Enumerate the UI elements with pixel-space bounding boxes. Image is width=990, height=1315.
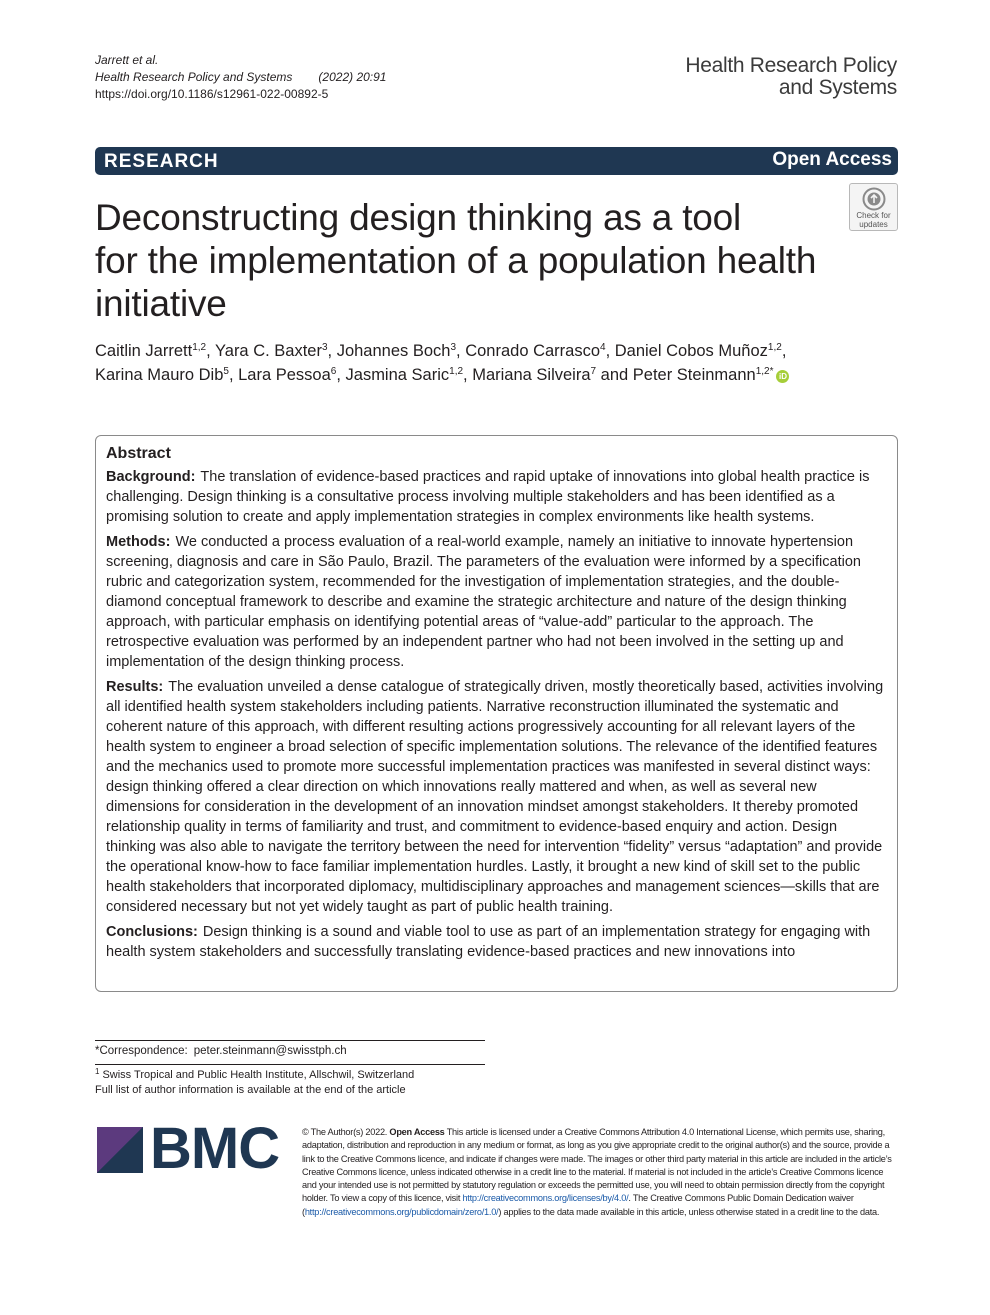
abstract-box (95, 435, 898, 992)
bmc-logo-icon (97, 1127, 143, 1173)
correspondence-label: *Correspondence: (95, 1045, 188, 1057)
license-open-access: Open Access (389, 1127, 445, 1137)
abstract-methods (106, 532, 887, 672)
license-body-3: ) applies to the data made available in this article, unless otherwise stated in a credit line to the data. (498, 1206, 880, 1217)
title-line-1: Deconstructing design thinking as a tool (95, 197, 742, 238)
copyright: © The Author(s) 2022. (302, 1127, 388, 1137)
abstract-heading: Abstract (106, 445, 171, 462)
author-affiliation: 7 (590, 366, 597, 377)
orcid-icon[interactable]: iD (776, 370, 789, 383)
author-affiliation: 5 (223, 366, 229, 377)
author-affiliation: 4 (600, 342, 606, 353)
author-separator: , (336, 366, 346, 384)
results-text: The evaluation unveiled a dense catalogue of strategically driven, mostly theoretically based, activities involving all identified health system stakeholders including patients. Narrative reconstruction illuminated the systematic and coherent nature of this approach, with different resulting actions progressively accounting for all relevant layers of the health system to engineer a broad selection of specific implementation solutions. The relevance of the identified features and the mechanics used to promote more successful implementation practices was manifested in several distinct ways: design thinking offered a clear direction on which innovations really mattered and when, as well as several new dimensions for consideration in the development of an innovation mindset amongst stakeholders. It thereby promoted relationship quality in terms of familiarity and trust, and commitment to evidence-based enquiry and action. Design thinking was also able to navigate the territory between the need for intervention “fidelity” versus “adaptation” and provide the operational know-how to face familiar implementation hurdles. Lastly, it brought a new kind of skill set to the public health stakeholders that incorporated diplomacy, multidisciplinary approaches and management sciences—skills that are considered necessary but not yet widely taught as part of public health training. (106, 679, 884, 915)
cc-by-link[interactable]: http://creativecommons.org/licenses/by/4.0/ (462, 1193, 629, 1204)
author-separator: , (228, 366, 239, 384)
author-separator: , (605, 342, 615, 360)
author-name[interactable]: Johannes Boch (336, 342, 451, 360)
correspondence-email[interactable]: peter.steinmann@swisstph.ch (193, 1045, 347, 1057)
article-type-label: RESEARCH (104, 151, 219, 172)
author-separator: , (206, 342, 215, 360)
author-affiliation: 1,2 (449, 366, 464, 377)
author-affiliation: 6 (330, 366, 337, 377)
journal-citation (95, 69, 386, 86)
journal-logo (685, 55, 897, 99)
author-separator: , (327, 342, 337, 360)
journal-logo-line2: and Systems (778, 76, 897, 99)
authors-short: Jarrett et al. (95, 53, 159, 67)
background-label: Background: (106, 469, 196, 485)
author-affiliation: 1,2 (192, 342, 207, 353)
journal-name: Health Research Policy and Systems (95, 70, 293, 84)
check-updates-line1: Check for (856, 211, 891, 220)
background-text: The translation of evidence-based practices and rapid uptake of innovations into global health practice is challenging. Design thinking is a consultative process involving multiple stakeholders and has been identified as a promising solution to create and apply implementation strategies in complex environments like health systems. (106, 469, 870, 525)
author-info-note: Full list of author information is available at the end of the article (95, 1084, 406, 1096)
title-line-2: for the implementation of a population health (95, 240, 817, 281)
author-name[interactable]: Lara Pessoa (238, 366, 331, 384)
license-body-2: . The Creative Commons Public Domain Dedication waiver ( (302, 1193, 854, 1217)
article-title (95, 196, 875, 325)
license-text (302, 1126, 896, 1219)
author-affiliation: 3 (450, 342, 457, 353)
author-separator: , (781, 342, 787, 360)
author-name[interactable]: Peter Steinmann (632, 366, 756, 384)
doi-link[interactable]: https://doi.org/10.1186/s12961-022-00892-5 (95, 87, 329, 101)
author-name[interactable]: Karina Mauro Dib (95, 366, 224, 384)
open-access-label: Open Access (772, 149, 892, 170)
methods-label: Methods: (106, 534, 171, 550)
author-affiliation: 1,2* (755, 366, 774, 377)
publisher-logo: BMC (150, 1116, 280, 1181)
abstract-conclusions (106, 922, 887, 962)
author-name[interactable]: Daniel Cobos Muñoz (614, 342, 768, 360)
author-separator: , (463, 366, 473, 384)
license-body: This article is licensed under a Creative Commons Attribution 4.0 International License, which permits use, sharing, adaptation, distribution and reproduction in any medium or format, as long as you give appropriate credit to the original author(s) and the source, provide a link to the Creative Commons licence, and indicate if changes were made. The images or other third party material in this article are included in the article’s Creative Commons licence, unless indicated otherwise in a credit line to the material. If material is not included in the article’s Creative Commons licence and your intended use is not permitted by statutory regulation or exceeds the permitted use, you will need to obtain permission directly from the copyright holder. To view a copy of this licence, visit (302, 1127, 892, 1204)
volume-issue: (2022) 20:91 (318, 70, 387, 84)
author-name[interactable]: Yara C. Baxter (214, 342, 322, 360)
citation-header (95, 52, 386, 103)
title-line-3: initiative (95, 283, 227, 324)
abstract-background (106, 467, 887, 527)
conclusions-text: Design thinking is a sound and viable tool to use as part of an implementation strategy for engaging with health system stakeholders and successfully translating evidence-based practices and new innovations into (106, 924, 871, 960)
affiliation-text: Swiss Tropical and Public Health Institute, Allschwil, Switzerland (102, 1069, 415, 1081)
journal-logo-line1: Health Research Policy (685, 54, 897, 77)
affiliation-note (95, 1068, 414, 1098)
conclusions-label: Conclusions: (106, 924, 198, 940)
footnote-divider (95, 1040, 485, 1041)
author-name[interactable]: Caitlin Jarrett (95, 342, 193, 360)
author-separator: , (456, 342, 466, 360)
author-name[interactable]: Mariana Silveira (472, 366, 591, 384)
author-affiliation: 1,2 (767, 342, 782, 353)
results-label: Results: (106, 679, 164, 695)
correspondence (95, 1044, 347, 1058)
author-name[interactable]: Conrado Carrasco (465, 342, 601, 360)
author-separator: and (596, 366, 633, 384)
author-name[interactable]: Jasmina Saric (345, 366, 450, 384)
abstract-results (106, 677, 887, 917)
author-affiliation: 3 (321, 342, 328, 353)
affiliation-number: 1 (95, 1067, 100, 1076)
check-updates-line2: updates (859, 220, 888, 229)
cc-zero-link[interactable]: http://creativecommons.org/publicdomain/zero/1.0/ (304, 1206, 499, 1217)
methods-text: We conducted a process evaluation of a real-world example, namely an initiative to innovate hypertension screening, diagnosis and care in São Paulo, Brazil. The parameters of the evaluation were informed by a specification rubric and categorization system, recommended for the investigation of implementation strategies, and the double-diamond conceptual framework to describe and examine the strategic architecture and nature of the design thinking approach, with particular emphasis on identifying potential areas of “value-add” particular to the approach. The retrospective evaluation was performed by an independent partner who had not been involved in the setting up and implementation of the design thinking process. (106, 534, 861, 670)
author-list (95, 339, 855, 387)
footnote-divider (95, 1064, 485, 1065)
